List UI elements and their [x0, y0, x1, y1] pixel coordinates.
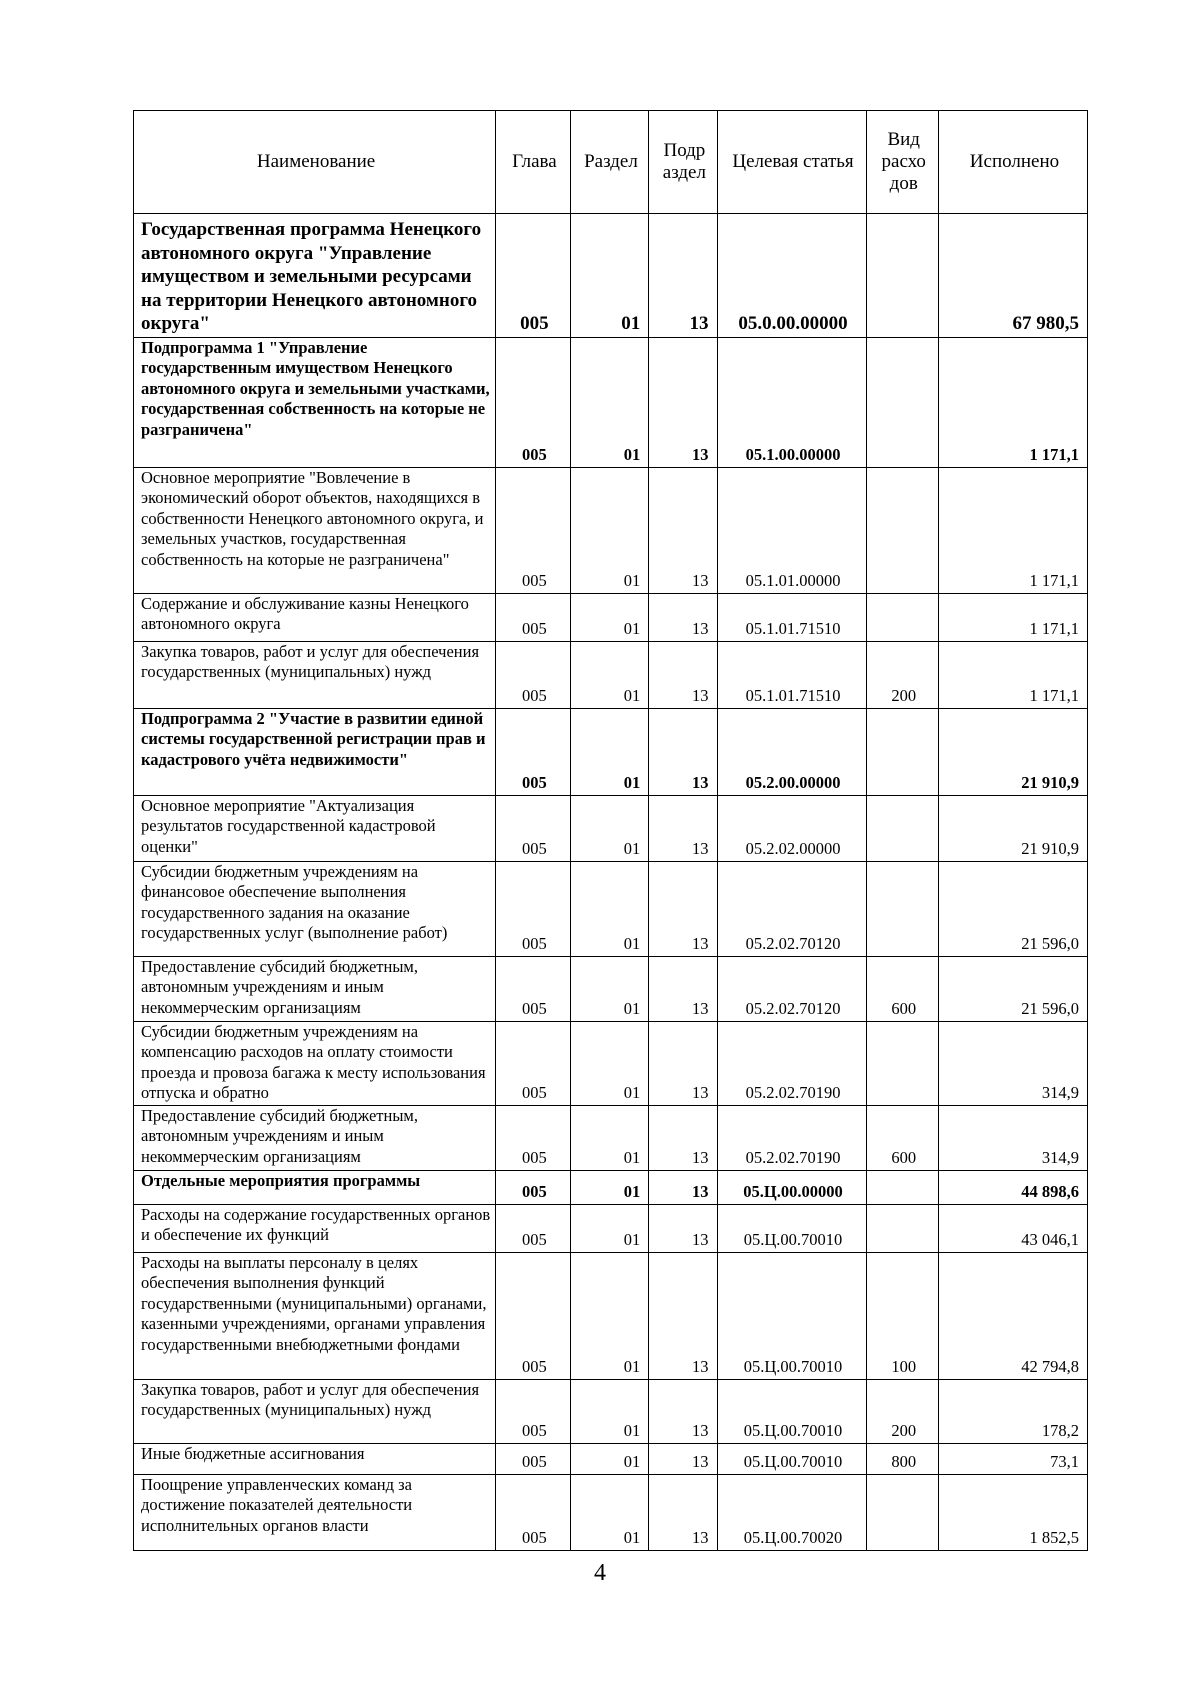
- row-section: 01: [570, 708, 649, 795]
- row-section: 01: [570, 641, 649, 708]
- row-expense-kind: 600: [866, 1105, 938, 1170]
- table-row: [134, 1170, 1088, 1204]
- row-name: Субсидии бюджетным учреждениям на компенсацию расходов на оплату стоимости проезда и провоза багажа к месту использования отпуска и обратно: [134, 1021, 496, 1105]
- table-row: [134, 641, 1088, 708]
- row-target-article: 05.Ц.00.70020: [717, 1474, 866, 1550]
- row-chapter: 005: [496, 1474, 570, 1550]
- row-subsection: 13: [649, 795, 717, 861]
- row-expense-kind: [866, 861, 938, 956]
- row-expense-kind: [866, 593, 938, 641]
- row-name: Основное мероприятие "Вовлечение в экономический оборот объектов, находящихся в собственности Ненецкого автономного округа, и земельных участков, государственная собственность на которые не разграничена": [134, 467, 496, 593]
- row-section: 01: [570, 1474, 649, 1550]
- row-chapter: 005: [496, 593, 570, 641]
- row-chapter: 005: [496, 1443, 570, 1474]
- row-expense-kind: [866, 795, 938, 861]
- row-executed: 1 171,1: [938, 467, 1087, 593]
- table-row: [134, 1105, 1088, 1170]
- header-chapter: Глава: [496, 111, 570, 214]
- row-section: 01: [570, 956, 649, 1021]
- row-expense-kind: 800: [866, 1443, 938, 1474]
- row-target-article: 05.2.02.00000: [717, 795, 866, 861]
- row-target-article: 05.Ц.00.70010: [717, 1204, 866, 1252]
- header-target-article: Целевая статья: [717, 111, 866, 214]
- row-target-article: 05.2.02.70190: [717, 1021, 866, 1105]
- row-expense-kind: 600: [866, 956, 938, 1021]
- row-section: 01: [570, 1252, 649, 1379]
- row-expense-kind: 100: [866, 1252, 938, 1379]
- row-subsection: 13: [649, 593, 717, 641]
- row-section: 01: [570, 1105, 649, 1170]
- row-name: Содержание и обслуживание казны Ненецкого автономного округа: [134, 593, 496, 641]
- table-row: [134, 1443, 1088, 1474]
- table-row: [134, 214, 1088, 338]
- row-expense-kind: 200: [866, 641, 938, 708]
- row-subsection: 13: [649, 861, 717, 956]
- row-target-article: 05.Ц.00.70010: [717, 1379, 866, 1443]
- page-number: 4: [594, 1560, 606, 1586]
- row-section: 01: [570, 337, 649, 467]
- row-name: Предоставление субсидий бюджетным, автономным учреждениям и иным некоммерческим организациям: [134, 1105, 496, 1170]
- row-expense-kind: 200: [866, 1379, 938, 1443]
- row-subsection: 13: [649, 467, 717, 593]
- row-name: Основное мероприятие "Актуализация результатов государственной кадастровой оценки": [134, 795, 496, 861]
- row-chapter: 005: [496, 1252, 570, 1379]
- table-header-row: [134, 111, 1088, 214]
- row-section: 01: [570, 1379, 649, 1443]
- row-chapter: 005: [496, 1105, 570, 1170]
- row-subsection: 13: [649, 337, 717, 467]
- row-section: 01: [570, 1170, 649, 1204]
- row-executed: 73,1: [938, 1443, 1087, 1474]
- row-target-article: 05.1.01.00000: [717, 467, 866, 593]
- row-executed: 1 171,1: [938, 337, 1087, 467]
- row-chapter: 005: [496, 1021, 570, 1105]
- row-name: Поощрение управленческих команд за достижение показателей деятельности исполнительных органов власти: [134, 1474, 496, 1550]
- table-row: [134, 1379, 1088, 1443]
- row-name: Подпрограмма 1 "Управление государственным имуществом Ненецкого автономного округа и земельными участками, государственная собственность на которые не разграничена": [134, 337, 496, 467]
- table-row: [134, 795, 1088, 861]
- table-row: [134, 1252, 1088, 1379]
- row-section: 01: [570, 1443, 649, 1474]
- row-executed: 314,9: [938, 1105, 1087, 1170]
- budget-execution-table: [133, 110, 1088, 1551]
- row-executed: 178,2: [938, 1379, 1087, 1443]
- row-name: Расходы на выплаты персоналу в целях обеспечения выполнения функций государственными (муниципальными) органами, казенными учреждениями, органами управления государственными внебюджетными фондами: [134, 1252, 496, 1379]
- table-row: [134, 1204, 1088, 1252]
- row-subsection: 13: [649, 1204, 717, 1252]
- row-subsection: 13: [649, 1443, 717, 1474]
- row-expense-kind: [866, 337, 938, 467]
- row-target-article: 05.1.01.71510: [717, 641, 866, 708]
- table-row: [134, 861, 1088, 956]
- row-chapter: 005: [496, 795, 570, 861]
- header-name: Наименование: [134, 111, 496, 214]
- row-chapter: 005: [496, 467, 570, 593]
- row-subsection: 13: [649, 956, 717, 1021]
- row-chapter: 005: [496, 956, 570, 1021]
- row-executed: 21 910,9: [938, 795, 1087, 861]
- row-subsection: 13: [649, 1379, 717, 1443]
- row-name: Подпрограмма 2 "Участие в развитии единой системы государственной регистрации прав и кадастрового учёта недвижимости": [134, 708, 496, 795]
- row-chapter: 005: [496, 214, 570, 338]
- row-expense-kind: [866, 708, 938, 795]
- row-section: 01: [570, 1204, 649, 1252]
- row-name: Отдельные мероприятия программы: [134, 1170, 496, 1204]
- row-subsection: 13: [649, 1105, 717, 1170]
- table-row: [134, 593, 1088, 641]
- row-executed: 42 794,8: [938, 1252, 1087, 1379]
- row-subsection: 13: [649, 1474, 717, 1550]
- row-target-article: 05.2.02.70120: [717, 861, 866, 956]
- row-target-article: 05.1.00.00000: [717, 337, 866, 467]
- row-section: 01: [570, 861, 649, 956]
- table-row: [134, 467, 1088, 593]
- row-name: Субсидии бюджетным учреждениям на финансовое обеспечение выполнения государственного задания на оказание государственных услуг (выполнение работ): [134, 861, 496, 956]
- row-chapter: 005: [496, 708, 570, 795]
- table-row: [134, 956, 1088, 1021]
- row-expense-kind: [866, 1474, 938, 1550]
- table-row: [134, 708, 1088, 795]
- row-target-article: 05.Ц.00.00000: [717, 1170, 866, 1204]
- row-section: 01: [570, 795, 649, 861]
- table-row: [134, 1474, 1088, 1550]
- row-executed: 1 171,1: [938, 641, 1087, 708]
- row-expense-kind: [866, 1170, 938, 1204]
- header-executed: Исполнено: [938, 111, 1087, 214]
- row-executed: 1 171,1: [938, 593, 1087, 641]
- row-name: Предоставление субсидий бюджетным, автономным учреждениям и иным некоммерческим организациям: [134, 956, 496, 1021]
- row-target-article: 05.2.02.70190: [717, 1105, 866, 1170]
- header-section: Раздел: [570, 111, 649, 214]
- row-target-article: 05.1.01.71510: [717, 593, 866, 641]
- row-subsection: 13: [649, 1252, 717, 1379]
- row-subsection: 13: [649, 641, 717, 708]
- row-expense-kind: [866, 1021, 938, 1105]
- table-row: [134, 337, 1088, 467]
- row-target-article: 05.Ц.00.70010: [717, 1443, 866, 1474]
- row-section: 01: [570, 467, 649, 593]
- row-section: 01: [570, 1021, 649, 1105]
- row-executed: 314,9: [938, 1021, 1087, 1105]
- row-executed: 67 980,5: [938, 214, 1087, 338]
- row-section: 01: [570, 593, 649, 641]
- row-target-article: 05.2.02.70120: [717, 956, 866, 1021]
- row-subsection: 13: [649, 708, 717, 795]
- row-subsection: 13: [649, 214, 717, 338]
- row-name: Государственная программа Ненецкого автономного округа "Управление имуществом и земельными ресурсами на территории Ненецкого автономного округа": [134, 214, 496, 338]
- row-executed: 21 910,9: [938, 708, 1087, 795]
- header-expense-kind: Вид расхо дов: [866, 111, 938, 214]
- row-chapter: 005: [496, 337, 570, 467]
- row-section: 01: [570, 214, 649, 338]
- row-executed: 43 046,1: [938, 1204, 1087, 1252]
- row-subsection: 13: [649, 1021, 717, 1105]
- row-chapter: 005: [496, 641, 570, 708]
- row-name: Закупка товаров, работ и услуг для обеспечения государственных (муниципальных) нужд: [134, 641, 496, 708]
- row-expense-kind: [866, 214, 938, 338]
- row-target-article: 05.2.00.00000: [717, 708, 866, 795]
- row-executed: 1 852,5: [938, 1474, 1087, 1550]
- row-expense-kind: [866, 1204, 938, 1252]
- row-chapter: 005: [496, 1170, 570, 1204]
- row-chapter: 005: [496, 1379, 570, 1443]
- row-subsection: 13: [649, 1170, 717, 1204]
- table-row: [134, 1021, 1088, 1105]
- row-expense-kind: [866, 467, 938, 593]
- row-executed: 21 596,0: [938, 956, 1087, 1021]
- row-chapter: 005: [496, 1204, 570, 1252]
- row-name: Иные бюджетные ассигнования: [134, 1443, 496, 1474]
- row-name: Расходы на содержание государственных органов и обеспечение их функций: [134, 1204, 496, 1252]
- row-target-article: 05.0.00.00000: [717, 214, 866, 338]
- row-executed: 44 898,6: [938, 1170, 1087, 1204]
- row-target-article: 05.Ц.00.70010: [717, 1252, 866, 1379]
- row-executed: 21 596,0: [938, 861, 1087, 956]
- row-chapter: 005: [496, 861, 570, 956]
- row-name: Закупка товаров, работ и услуг для обеспечения государственных (муниципальных) нужд: [134, 1379, 496, 1443]
- header-subsection: Подр аздел: [649, 111, 717, 214]
